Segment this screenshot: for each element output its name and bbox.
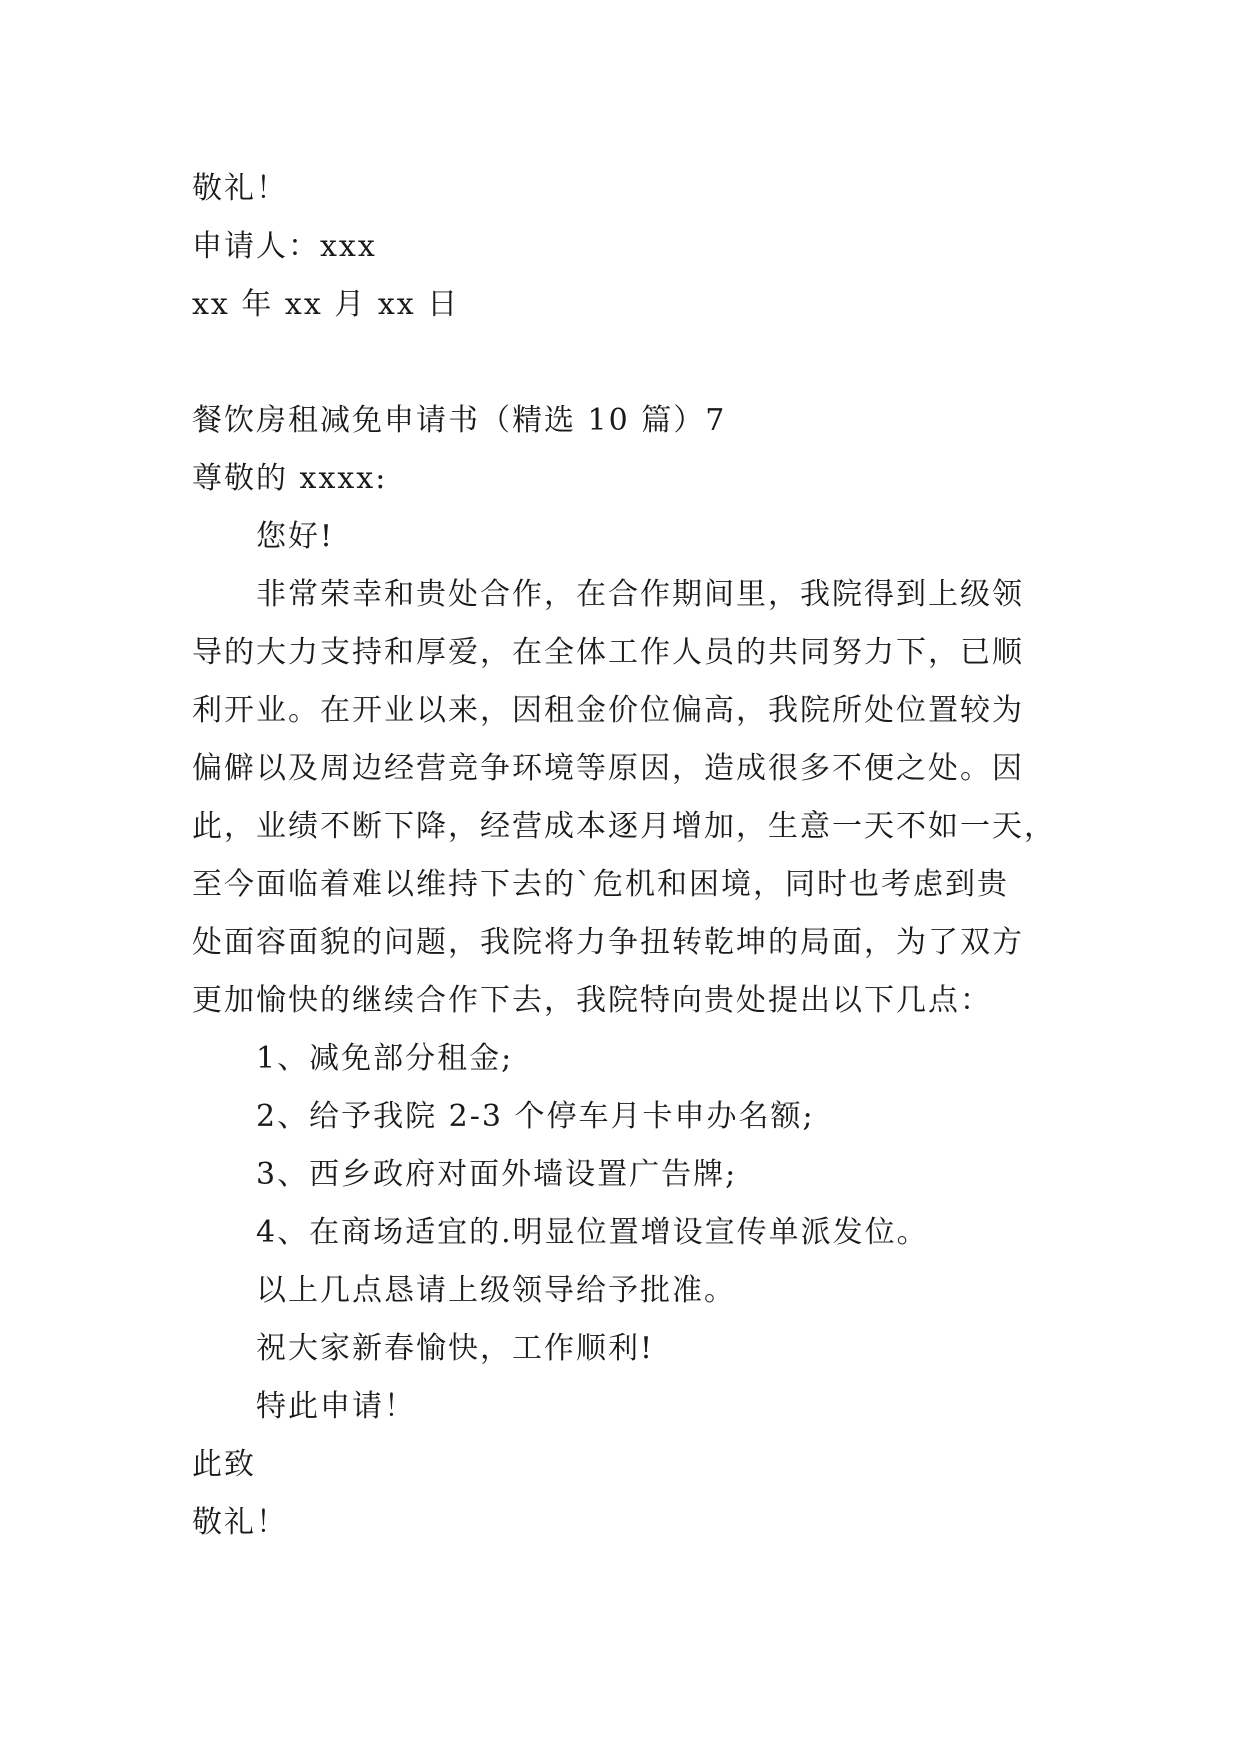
special-line: 特此申请！	[256, 1389, 416, 1424]
request-line: 以上几点恳请上级领导给予批准。	[256, 1273, 736, 1308]
section-title: 餐饮房租减免申请书（精选 10 篇）7	[192, 403, 727, 438]
list-item: 3、西乡政府对面外墙设置广告牌;	[256, 1157, 738, 1192]
recipient-line: 尊敬的 xxxx:	[192, 461, 388, 496]
date-line: xx 年 xx 月 xx 日	[192, 287, 460, 322]
salute-top: 敬礼！	[192, 171, 288, 206]
body-line: 非常荣幸和贵处合作，在合作期间里，我院得到上级领	[256, 577, 1024, 612]
body-line: 更加愉快的继续合作下去，我院特向贵处提出以下几点：	[192, 983, 992, 1018]
body-line: 至今面临着难以维持下去的`危机和困境，同时也考虑到贵	[192, 867, 1009, 902]
list-item: 2、给予我院 2-3 个停车月卡申办名额;	[256, 1099, 815, 1134]
section-gap	[192, 334, 1072, 392]
greeting-line: 您好!	[256, 519, 335, 554]
applicant-line: 申请人：xxx	[192, 229, 377, 264]
body-line: 导的大力支持和厚爱，在全体工作人员的共同努力下，已顺	[192, 635, 1024, 670]
body-paragraph	[192, 566, 1072, 1030]
list-item: 4、在商场适宜的.明显位置增设宣传单派发位。	[256, 1215, 929, 1250]
body-line: 处面容面貌的问题，我院将力争扭转乾坤的局面，为了双方	[192, 925, 1024, 960]
salute-bottom: 敬礼！	[192, 1505, 288, 1540]
list-item: 1、减免部分租金;	[256, 1041, 514, 1076]
body-line: 偏僻以及周边经营竞争环境等原因，造成很多不便之处。因	[192, 751, 1024, 786]
document-content	[192, 160, 1072, 1552]
body-line: 此，业绩不断下降，经营成本逐月增加，生意一天不如一天，	[192, 809, 1056, 844]
closing-line: 此致	[192, 1447, 256, 1482]
body-line: 利开业。在开业以来，因租金价位偏高，我院所处位置较为	[192, 693, 1024, 728]
wish-line: 祝大家新春愉快，工作顺利!	[256, 1331, 655, 1366]
